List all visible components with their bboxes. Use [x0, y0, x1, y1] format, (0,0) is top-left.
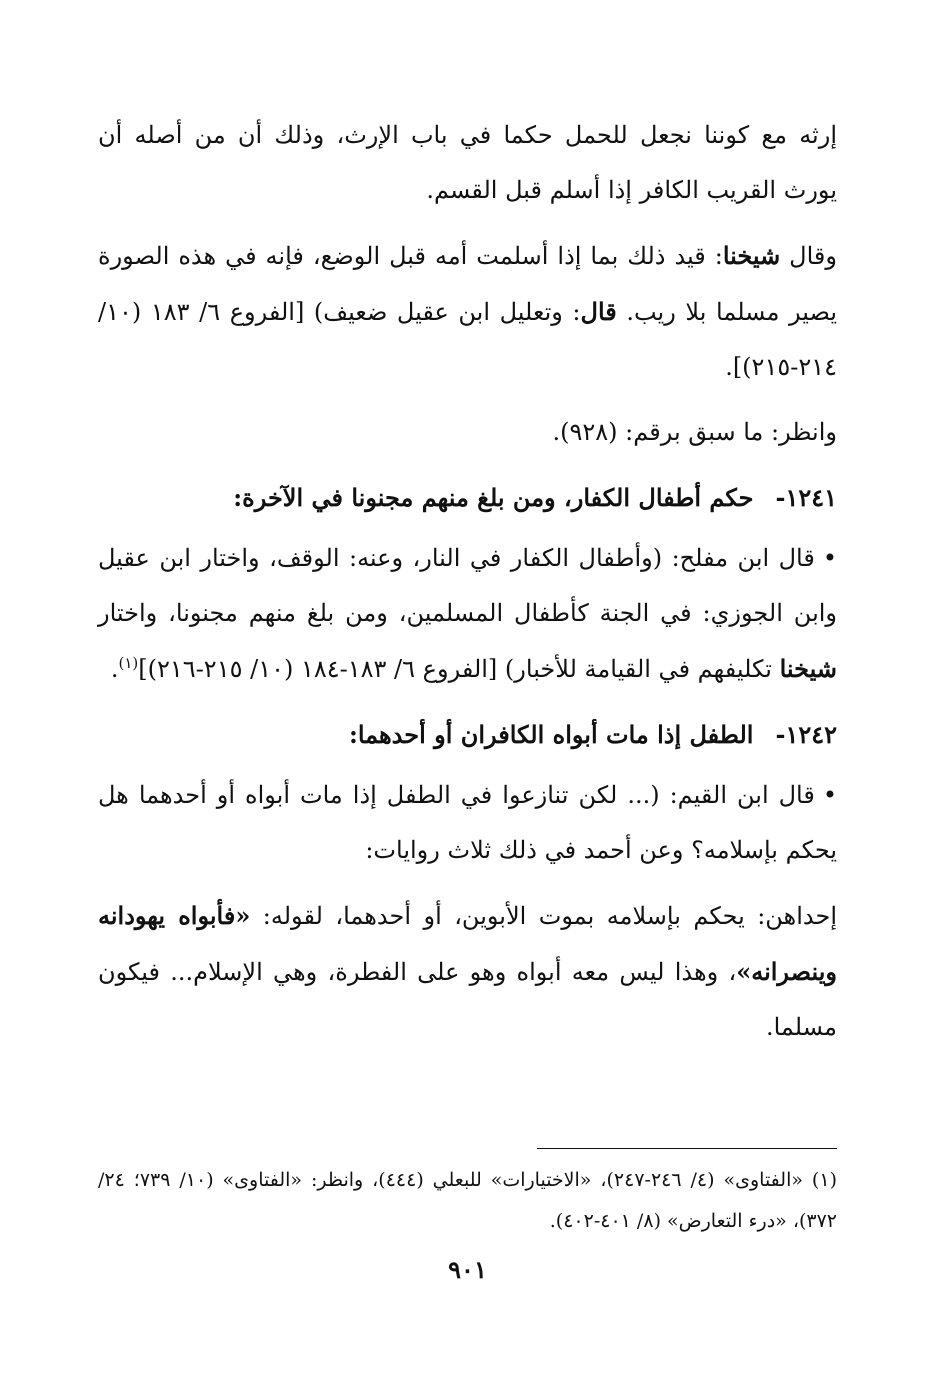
text-span: تكليفهم في القيامة للأخبار) [الفروع ٦/ ١٨٣-١٨٤ (١٠/ ٢١٥-٢١٦)] [138, 655, 780, 683]
section-number: ١٢٤١- [775, 483, 837, 512]
footnote-ref-link[interactable]: (١) [118, 654, 139, 672]
paragraph-1241-body [98, 531, 837, 697]
text-span: ، وهذا ليس معه أبواه وهو على الفطرة، وهي الإسلام... فيكون مسلما. [98, 958, 837, 1041]
text-span: وقال [780, 242, 837, 270]
paragraph-text: إرثه مع كوننا نجعل للحمل حكما في باب الإرث، وذلك أن من أصله أن يورث القريب الكافر إذا أسلم قبل القسم. [98, 121, 837, 204]
text-span: إحداهن: يحكم بإسلامه بموت الأبوين، أو أحدهما، لقوله: [250, 902, 837, 930]
bold-qala: قال [580, 297, 617, 326]
bold-hadith-quote: «فأبواه يهودانه وينصرانه» [98, 901, 837, 986]
text-span: . [110, 655, 119, 683]
text-span: قال ابن مفلح: (وأطفال الكفار في النار، وعنه: الوقف، واختار ابن عقيل وابن الجوزي: في الجنة كأطفال المسلمين، ومن بلغ منهم مجنونا، واختار [98, 544, 837, 627]
section-heading-1241 [98, 470, 837, 525]
section-title: الطفل إذا مات أبواه الكافران أو أحدهما: [348, 720, 754, 749]
footnotes [98, 1160, 837, 1242]
bullet-icon: • [822, 781, 837, 809]
paragraph-text: وانظر: ما سبق برقم: (٩٢٨). [552, 418, 837, 446]
footnote-divider [537, 1148, 837, 1149]
section-heading-1242 [98, 707, 837, 762]
text-span: قال ابن القيم: (... لكن تنازعوا في الطفل إذا مات أبواه أو أحدهما هل يحكم بإسلامه؟ وعن أحمد في ذلك ثلاث روايات: [98, 781, 837, 864]
bold-shaykh: شيخنا [779, 654, 837, 683]
paragraph-1242-body [98, 768, 837, 878]
text-span: : قيد ذلك بما إذا أسلمت أمه قبل الوضع، فإنه في هذه الصورة يصير مسلما بلا ريب. [98, 242, 838, 326]
page-number: ٩٠١ [448, 1255, 487, 1284]
text-span: : وتعليل ابن عقيل ضعيف) [الفروع ٦/ ١٨٣ (١٠/ ٢١٤-٢١٥)]. [98, 298, 837, 381]
bold-shaykh: شيخنا [722, 241, 781, 270]
paragraph-see-also [98, 405, 837, 460]
footnote-1: (١) «الفتاوى» (٤/ ٢٤٦-٢٤٧)، «الاختيارات» للبعلي (٤٤٤)، وانظر: «الفتاوى» (١٠/ ٧٣٩؛ ٢٤/ ٣٧٢)، «درء التعارض» (٨/ ٤٠١-٤٠٢). [98, 1169, 837, 1232]
paragraph-shaykh-quote [98, 228, 837, 395]
paragraph-1242-first-narration [98, 888, 837, 1055]
bullet-icon: • [822, 544, 838, 572]
paragraph-inheritance [98, 108, 837, 218]
section-number: ١٢٤٢- [775, 720, 837, 749]
section-title: حكم أطفال الكفار، ومن بلغ منهم مجنونا في الآخرة: [233, 483, 754, 512]
